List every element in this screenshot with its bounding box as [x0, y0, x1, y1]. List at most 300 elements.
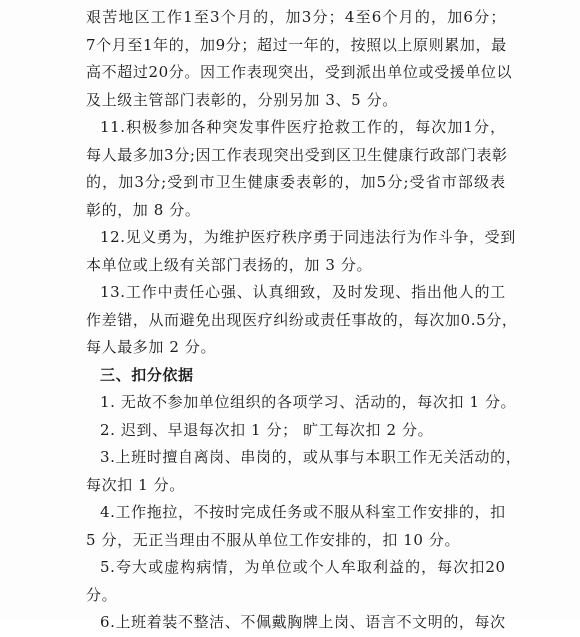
- text-glyph: 从: [148, 310, 165, 329]
- text-glyph: 受: [304, 145, 321, 164]
- text-glyph: 致: [300, 283, 316, 301]
- text-glyph: 、: [349, 613, 366, 631]
- text-line: 每人最多加 2 分。: [86, 338, 217, 356]
- text-glyph: 加: [285, 8, 302, 26]
- text-glyph: 健: [382, 145, 399, 164]
- text-glyph: 的: [168, 35, 185, 54]
- text-glyph: 抢: [318, 118, 335, 136]
- text-glyph: 秩: [281, 228, 298, 246]
- text-glyph: 。: [184, 63, 200, 81]
- text-line: [86, 609, 506, 637]
- text-glyph: 因: [199, 63, 216, 81]
- text-glyph: 加: [199, 35, 216, 54]
- text-glyph: 至: [193, 8, 210, 26]
- text-glyph: 佩: [256, 613, 272, 631]
- text-glyph: 洁: [209, 613, 225, 631]
- text-glyph: 人: [458, 283, 475, 301]
- text-glyph: 事: [351, 310, 367, 329]
- text-glyph: 违: [359, 228, 376, 246]
- text-glyph: 着: [146, 613, 163, 631]
- text-glyph: 责: [173, 283, 190, 301]
- text-glyph: 生: [367, 145, 383, 164]
- text-glyph: 活: [458, 448, 475, 466]
- text-glyph: 装: [162, 613, 178, 631]
- text-glyph: 情: [212, 558, 228, 576]
- text-glyph: 门: [460, 145, 477, 164]
- text-glyph: 不: [240, 613, 256, 631]
- text-glyph: 取: [356, 558, 373, 576]
- text-glyph: 的: [443, 613, 459, 631]
- text-glyph: 作: [367, 118, 383, 136]
- text-glyph: 超: [117, 63, 133, 81]
- text-glyph: 每: [474, 613, 491, 631]
- text-glyph: 任: [189, 283, 205, 301]
- text-glyph: 部: [445, 145, 461, 164]
- text-glyph: 位: [480, 63, 497, 81]
- text-glyph: 出: [210, 310, 227, 329]
- text-glyph: ;: [403, 173, 410, 191]
- text-glyph: 作: [141, 283, 158, 301]
- text-glyph: 至: [355, 8, 372, 26]
- text-glyph: ，: [287, 448, 303, 466]
- text-glyph: 到: [340, 63, 357, 81]
- text-glyph: 、: [236, 283, 253, 301]
- text-glyph: 1: [142, 35, 154, 54]
- text-glyph: ；: [490, 8, 506, 26]
- text-glyph: 排: [443, 503, 459, 521]
- text-glyph: ，: [421, 558, 437, 576]
- text-glyph: 生: [231, 173, 248, 191]
- text-glyph: 区: [335, 145, 352, 164]
- text-glyph: 参: [158, 118, 174, 136]
- text-line: 及上级主管部门表彰的，分别另加 3、5 分。: [86, 90, 398, 109]
- text-glyph: 大: [132, 558, 148, 576]
- text-glyph: 现: [262, 63, 278, 81]
- text-glyph: 无: [427, 448, 444, 466]
- text-glyph: 位: [276, 558, 293, 576]
- text-glyph: 分: [225, 35, 242, 54]
- text-glyph: 至: [127, 35, 143, 54]
- text-glyph: 积: [126, 118, 142, 136]
- text-glyph: 医: [286, 118, 303, 136]
- text-glyph: ，: [102, 173, 118, 191]
- text-glyph: 个: [220, 8, 237, 26]
- text-glyph: 岗: [334, 613, 350, 631]
- text-glyph: 每: [86, 145, 102, 164]
- text-glyph: 差: [101, 310, 118, 329]
- text-line: [86, 499, 506, 527]
- text-glyph: 突: [273, 145, 290, 164]
- text-glyph: 动: [474, 448, 491, 466]
- text-glyph: 强: [220, 283, 237, 301]
- text-glyph: 每: [415, 118, 431, 136]
- text-glyph: 与: [349, 448, 366, 466]
- text-glyph: 岗: [256, 448, 272, 466]
- text-glyph: 件: [270, 118, 287, 136]
- text-glyph: ，: [316, 283, 332, 301]
- text-glyph: 苦: [102, 8, 118, 26]
- text-glyph: 月: [398, 8, 415, 26]
- text-glyph: 派: [356, 63, 372, 81]
- text-glyph: 构: [180, 558, 196, 576]
- text-glyph: 9: [215, 35, 226, 54]
- text-glyph: 出: [289, 145, 305, 164]
- text-glyph: 的: [328, 173, 344, 191]
- text-glyph: 一: [288, 35, 304, 54]
- text-glyph: 虚: [164, 558, 180, 576]
- text-glyph: 受: [484, 228, 501, 246]
- text-line: [86, 169, 506, 197]
- text-glyph: 从: [318, 448, 335, 466]
- text-glyph: 13.: [100, 283, 126, 301]
- text-glyph: 过: [272, 35, 289, 54]
- text-glyph: 工: [211, 145, 227, 164]
- text-glyph: 作: [131, 503, 147, 521]
- text-glyph: 明: [427, 613, 444, 631]
- text-glyph: 不: [396, 613, 413, 631]
- text-glyph: 出: [371, 63, 388, 81]
- text-glyph: 为: [244, 558, 261, 576]
- text-glyph: 时: [146, 448, 163, 466]
- text-glyph: 免: [195, 310, 211, 329]
- text-glyph: ，: [132, 310, 149, 329]
- text-glyph: 到: [183, 173, 199, 191]
- text-glyph: 或: [418, 63, 435, 81]
- text-glyph: 11.: [100, 118, 126, 136]
- text-glyph: 次: [429, 310, 446, 329]
- text-glyph: ，: [431, 8, 447, 26]
- text-glyph: 疗: [257, 310, 274, 329]
- text-glyph: 年: [153, 35, 169, 54]
- text-glyph: 上: [115, 613, 132, 631]
- text-line: 分。: [86, 585, 118, 604]
- text-glyph: 突: [278, 63, 294, 81]
- text-glyph: 单: [387, 63, 403, 81]
- text-glyph: 职: [380, 448, 397, 466]
- text-glyph: 20: [148, 63, 169, 81]
- text-glyph: 高: [86, 63, 102, 81]
- text-glyph: 分: [144, 173, 161, 191]
- text-glyph: 表: [296, 173, 312, 191]
- text-glyph: 极: [142, 118, 158, 136]
- text-glyph: 文: [412, 613, 428, 631]
- text-glyph: 1: [463, 118, 474, 136]
- text-glyph: 争: [453, 228, 470, 246]
- text-glyph: 加: [459, 35, 476, 54]
- text-glyph: 行: [414, 145, 430, 164]
- text-glyph: 病: [196, 558, 212, 576]
- text-glyph: 不: [101, 63, 118, 81]
- text-glyph: 彰: [492, 145, 508, 164]
- text-glyph: 岗: [209, 448, 225, 466]
- text-glyph: 现: [226, 310, 243, 329]
- text-glyph: ，: [501, 310, 518, 329]
- text-glyph: 分: [474, 118, 490, 136]
- text-glyph: 月: [111, 35, 128, 54]
- text-glyph: 分: [312, 8, 329, 26]
- text-glyph: 表: [246, 63, 263, 81]
- text-glyph: ，: [269, 8, 285, 26]
- text-glyph: 安: [427, 503, 444, 521]
- text-glyph: 5.: [100, 558, 116, 576]
- text-line: 1. 无故不参加单位组织的各项学习、活动的，每次扣 1 分。: [100, 393, 517, 411]
- text-glyph: 个: [382, 8, 399, 26]
- text-glyph: 发: [238, 118, 255, 136]
- text-glyph: 作: [86, 310, 102, 329]
- text-glyph: 人: [324, 558, 341, 576]
- text-glyph: 不: [193, 503, 210, 521]
- text-glyph: 以: [381, 35, 398, 54]
- text-glyph: 受: [324, 63, 341, 81]
- text-glyph: 工: [125, 283, 142, 301]
- text-glyph: 言: [380, 613, 397, 631]
- text-glyph: 工: [215, 63, 232, 81]
- text-glyph: 3: [210, 8, 221, 26]
- text-glyph: 1: [183, 8, 194, 26]
- text-glyph: 班: [131, 448, 147, 466]
- text-glyph: 6: [371, 8, 382, 26]
- text-glyph: 从: [349, 503, 366, 521]
- text-glyph: 救: [334, 118, 351, 136]
- text-glyph: ；: [328, 8, 345, 26]
- text-glyph: 的: [405, 558, 421, 576]
- text-line: 2. 迟到、早退每次扣 1 分； 旷工每次扣 2 分。: [100, 420, 434, 439]
- text-glyph: 完: [240, 503, 256, 521]
- text-glyph: ，: [184, 35, 200, 54]
- text-line: [86, 59, 513, 87]
- text-line: 本单位或上级有关部门表扬的，加 3 分。: [86, 255, 373, 274]
- text-glyph: 的: [458, 503, 475, 521]
- text-glyph: ，: [188, 228, 204, 246]
- text-glyph: 纠: [273, 310, 289, 329]
- text-glyph: 4.: [100, 503, 116, 521]
- text-glyph: 分: [174, 145, 190, 164]
- text-glyph: 单: [465, 63, 481, 81]
- text-glyph: 3: [301, 8, 312, 26]
- text-line: [86, 32, 506, 60]
- text-glyph: 艰: [86, 8, 102, 26]
- text-glyph: 或: [304, 310, 321, 329]
- text-glyph: 超: [256, 35, 273, 54]
- text-line: [86, 224, 516, 252]
- text-glyph: 斗: [437, 228, 454, 246]
- text-glyph: 康: [263, 173, 280, 191]
- text-glyph: 他: [442, 283, 459, 301]
- text-glyph: 照: [366, 35, 382, 54]
- text-glyph: 个: [308, 558, 325, 576]
- text-glyph: 3: [134, 173, 145, 191]
- text-glyph: 的: [86, 173, 102, 191]
- text-glyph: 的: [271, 448, 288, 466]
- text-glyph: 分: [486, 310, 502, 329]
- text-glyph: 的: [474, 283, 491, 301]
- text-glyph: 整: [193, 613, 210, 631]
- text-glyph: 位: [402, 63, 419, 81]
- text-glyph: 作: [422, 228, 438, 246]
- text-glyph: 或: [302, 448, 319, 466]
- text-glyph: 拖: [146, 503, 163, 521]
- text-glyph: 作: [231, 63, 247, 81]
- text-glyph: 任: [271, 503, 288, 521]
- text-glyph: 为: [203, 228, 220, 246]
- text-glyph: 语: [365, 613, 381, 631]
- text-glyph: 发: [363, 283, 380, 301]
- text-glyph: 维: [219, 228, 235, 246]
- text-glyph: 医: [242, 310, 258, 329]
- text-glyph: 区: [134, 8, 151, 26]
- text-glyph: 疗: [302, 118, 319, 136]
- text-glyph: 勇: [156, 228, 173, 246]
- text-glyph: 为: [172, 228, 189, 246]
- text-glyph: 细: [284, 283, 300, 301]
- text-glyph: 加: [118, 173, 134, 191]
- text-glyph: 分: [168, 63, 185, 81]
- text-glyph: 7: [86, 35, 97, 54]
- text-glyph: 援: [449, 63, 466, 81]
- text-glyph: 工: [396, 503, 413, 521]
- text-glyph: 责: [320, 310, 336, 329]
- text-glyph: 事: [254, 118, 271, 136]
- text-glyph: 班: [131, 613, 147, 631]
- text-glyph: 市: [441, 173, 458, 191]
- text-glyph: 益: [389, 558, 405, 576]
- text-glyph: 康: [398, 145, 414, 164]
- text-line: [86, 142, 506, 170]
- text-glyph: ，: [469, 228, 485, 246]
- text-glyph: 则: [428, 35, 445, 54]
- text-glyph: 加: [148, 145, 165, 164]
- text-glyph: 作: [412, 503, 428, 521]
- text-glyph: ，: [474, 503, 491, 521]
- text-glyph: 拉: [162, 503, 178, 521]
- text-glyph: 按: [350, 35, 367, 54]
- text-glyph: 上: [397, 35, 414, 54]
- text-glyph: 串: [240, 448, 256, 466]
- text-line: [86, 444, 522, 472]
- text-glyph: 受: [434, 63, 450, 81]
- text-glyph: 到: [500, 228, 516, 246]
- text-glyph: 多: [132, 145, 149, 164]
- text-glyph: 月: [236, 8, 253, 26]
- text-line: [86, 279, 506, 307]
- text-glyph: ，: [228, 558, 245, 576]
- text-glyph: ；: [241, 35, 257, 54]
- text-glyph: 故: [366, 310, 383, 329]
- text-glyph: ，: [398, 310, 414, 329]
- text-glyph: 6: [463, 8, 474, 26]
- text-glyph: 不: [318, 503, 335, 521]
- text-glyph: 个: [96, 35, 112, 54]
- text-glyph: 上: [318, 613, 335, 631]
- text-glyph: 服: [334, 503, 350, 521]
- text-glyph: 加: [447, 118, 463, 136]
- text-glyph: 科: [365, 503, 381, 521]
- text-glyph: 错: [117, 310, 133, 329]
- text-glyph: 、: [224, 613, 241, 631]
- text-glyph: 的: [383, 118, 399, 136]
- text-glyph: 室: [380, 503, 397, 521]
- text-glyph: 中: [157, 283, 174, 301]
- text-glyph: 3: [164, 145, 175, 164]
- text-glyph: 上: [115, 448, 132, 466]
- text-glyph: 工: [350, 118, 367, 136]
- text-glyph: 作: [166, 8, 183, 26]
- text-glyph: 按: [209, 503, 225, 521]
- text-glyph: 人: [101, 145, 118, 164]
- text-glyph: 为: [406, 228, 423, 246]
- section-heading: 三、扣分依据: [100, 365, 194, 384]
- text-glyph: 而: [164, 310, 180, 329]
- text-glyph: 现: [379, 283, 395, 301]
- text-glyph: 每: [413, 310, 430, 329]
- text-glyph: 市: [199, 173, 216, 191]
- text-glyph: 出: [426, 283, 443, 301]
- text-glyph: 本: [365, 448, 381, 466]
- text-glyph: 现: [257, 145, 274, 164]
- text-glyph: 时: [224, 503, 241, 521]
- text-glyph: 、: [224, 448, 241, 466]
- text-glyph: 勇: [312, 228, 329, 246]
- text-glyph: 擅: [162, 448, 178, 466]
- text-glyph: 戴: [271, 613, 288, 631]
- text-glyph: ，: [399, 118, 415, 136]
- text-glyph: 5: [376, 173, 387, 191]
- text-glyph: 累: [444, 35, 460, 54]
- text-glyph: 工: [115, 503, 132, 521]
- text-glyph: 工: [396, 448, 413, 466]
- text-glyph: 心: [205, 283, 221, 301]
- text-glyph: 作: [412, 448, 428, 466]
- text-glyph: 因: [195, 145, 212, 164]
- text-glyph: 务: [287, 503, 303, 521]
- text-glyph: 避: [179, 310, 196, 329]
- text-glyph: 的: [319, 35, 335, 54]
- text-glyph: 年: [303, 35, 320, 54]
- text-glyph: 省: [425, 173, 442, 191]
- text-glyph: 加: [174, 118, 190, 136]
- text-glyph: 最: [491, 35, 507, 54]
- text-line: [86, 4, 506, 32]
- text-glyph: 0.5: [460, 310, 487, 329]
- text-glyph: 自: [177, 448, 194, 466]
- text-glyph: 6.: [100, 613, 116, 631]
- text-glyph: 纷: [288, 310, 305, 329]
- text-glyph: 胸: [287, 613, 303, 631]
- text-glyph: 表: [242, 145, 258, 164]
- text-glyph: 级: [474, 173, 490, 191]
- text-glyph: 单: [260, 558, 277, 576]
- text-glyph: 、: [395, 283, 411, 301]
- text-glyph: 认: [252, 283, 269, 301]
- text-glyph: 各: [190, 118, 206, 136]
- text-glyph: 于: [328, 228, 345, 246]
- text-glyph: 关: [443, 448, 459, 466]
- text-glyph: 出: [293, 63, 310, 81]
- text-glyph: 健: [247, 173, 264, 191]
- text-glyph: 地: [118, 8, 134, 26]
- text-glyph: ，: [505, 448, 522, 466]
- text-glyph: 护: [234, 228, 251, 246]
- text-glyph: 或: [148, 558, 164, 576]
- text-glyph: 时: [347, 283, 364, 301]
- text-glyph: 表: [490, 173, 506, 191]
- text-glyph: 3.: [100, 448, 116, 466]
- text-glyph: 夸: [115, 558, 132, 576]
- text-glyph: 或: [302, 503, 319, 521]
- text-glyph: 指: [411, 283, 427, 301]
- text-glyph: 工: [150, 8, 167, 26]
- text-glyph: 序: [297, 228, 313, 246]
